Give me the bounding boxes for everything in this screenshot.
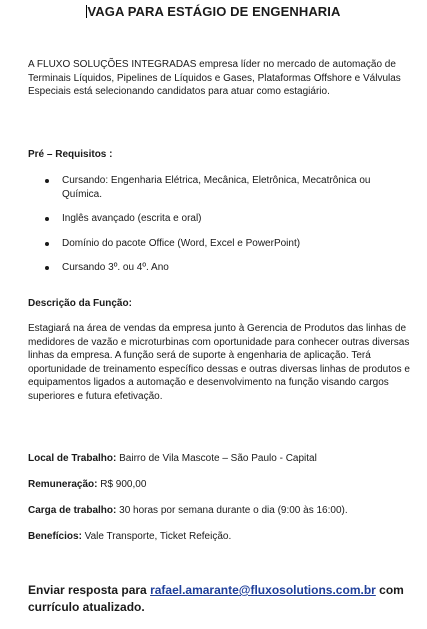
description-paragraph: Estagiará na área de vendas da empresa junto à Gerencia de Produtos das linhas de medidores de vazão e microturbinas com oportunidade para conhecer outras diversas linhas da empresa. A função será de suporte à engenharia de aplicação. Terá oportunidade de treinamento específico dessas e outras diversas linhas de produtos e equipamentos ligados a automação e desenvolvimento na função visando cargos superiores e futura efetivação.: [28, 323, 410, 402]
requirement-text: Cursando: Engenharia Elétrica, Mecânica, Eletrônica, Mecatrônica ou Química.: [62, 175, 371, 200]
contact-suffix: com currículo atualizado.: [28, 583, 404, 614]
page-title: [0, 4, 427, 19]
contact-email-link[interactable]: rafael.amarante@fluxosolutions.com.br: [150, 583, 376, 597]
requirement-text: Domínio do pacote Office (Word, Excel e PowerPoint): [62, 237, 301, 249]
bullet-icon: [45, 266, 49, 270]
work-location-value: Bairro de Vila Mascote – São Paulo - Capital: [116, 453, 317, 464]
benefits-value: Vale Transporte, Ticket Refeição.: [81, 531, 232, 542]
requirement-text: Cursando 3º. ou 4º. Ano: [62, 262, 169, 273]
workload: [28, 504, 413, 518]
workload-label: Carga de trabalho:: [28, 505, 117, 516]
work-location: [28, 452, 413, 466]
list-item: [28, 261, 413, 275]
bullet-icon: [45, 242, 49, 246]
description-heading: Descrição da Função:: [28, 298, 132, 309]
work-location-label: Local de Trabalho:: [28, 453, 117, 464]
intro-paragraph: A FLUXO SOLUÇÕES INTEGRADAS empresa líder no mercado de automação de Terminais Líquidos, Pipelines de Líquidos e Gases, Plataformas Offshore e Válvulas Especiais está selecionando candidatos para atuar como estagiário.: [28, 59, 401, 97]
list-item: [28, 212, 413, 226]
contact-prefix: Enviar resposta para: [28, 583, 151, 597]
benefits-label: Benefícios:: [28, 531, 82, 542]
salary-value: R$ 900,00: [97, 479, 147, 490]
requirements-list: [28, 174, 413, 286]
list-item: [28, 174, 413, 201]
salary: [28, 478, 413, 492]
contact-instruction: [28, 582, 418, 616]
bullet-icon: [45, 179, 49, 183]
salary-label: Remuneração:: [28, 479, 98, 490]
requirements-heading: Pré – Requisitos :: [28, 149, 113, 160]
requirement-text: Inglês avançado (escrita e oral): [62, 213, 202, 224]
list-item: [28, 237, 413, 251]
benefits: [28, 530, 413, 544]
page-title-text: VAGA PARA ESTÁGIO DE ENGENHARIA: [87, 4, 341, 19]
workload-value: 30 horas por semana durante o dia (9:00 às 16:00).: [116, 505, 348, 516]
bullet-icon: [45, 217, 49, 221]
